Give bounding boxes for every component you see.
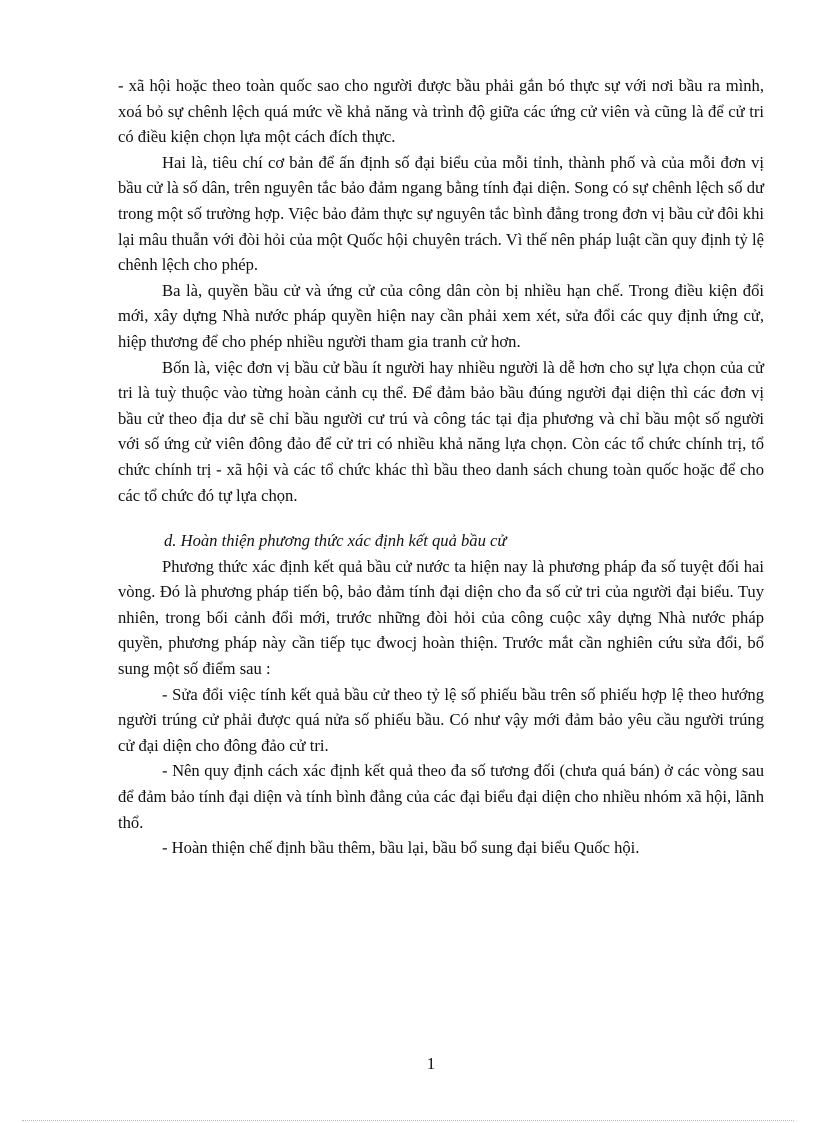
bullet-item-sua-doi: - Sửa đổi việc tính kết quả bầu cử theo tỷ lệ số phiếu bầu trên số phiếu hợp lệ theo hướng người trúng cử phải được quá nửa số phiếu bầu. Có như vậy mới đảm bảo yêu cầu người trúng cử đại diện cho đông đảo cử tri.	[118, 684, 764, 755]
section-heading: d. Hoàn thiện phương thức xác định kết quả bầu cử	[164, 531, 507, 551]
paragraph-bon-la: Bốn là, việc đơn vị bầu cử bầu ít người hay nhiều người là dễ hơn cho sự lựa chọn của cử tri là tuỳ thuộc vào từng hoàn cảnh cụ thể. Để đảm bảo bầu đúng người đại diện thì các đơn vị bầu cử theo địa dư sẽ chỉ bầu người cư trú và công tác tại địa phương và chỉ bầu một số người với số ứng cử viên đông đảo để cử tri có nhiều khả năng lựa chọn. Còn các tổ chức chính trị, tổ chức chính trị - xã hội và các tổ chức khác thì bầu theo danh sách chung toàn quốc hoặc để cho các tổ chức đó tự lựa chọn.	[118, 357, 764, 505]
bullet-item-hoan-thien: - Hoàn thiện chế định bầu thêm, bầu lại, bầu bổ sung đại biểu Quốc hội.	[162, 838, 640, 858]
bullet-item-nen-quy-dinh: - Nên quy định cách xác định kết quả theo đa số tương đối (chưa quá bán) ở các vòng sau để đảm bảo tính đại diện và tính bình đẳng của các đại biểu đại diện cho nhiều nhóm xã hội, lãnh thổ.	[118, 761, 764, 832]
paragraph-ba-la: Ba là, quyền bầu cử và ứng cử của công dân còn bị nhiều hạn chế. Trong điều kiện đổi mới, xây dựng Nhà nước pháp quyền hiện nay cần phải xem xét, sửa đổi các quy định ứng cử, hiệp thương để cho phép nhiều người tham gia tranh cử hơn.	[118, 280, 764, 351]
paragraph-continuation: - xã hội hoặc theo toàn quốc sao cho người được bầu phải gắn bó thực sự với nơi bầu ra mình, xoá bỏ sự chênh lệch quá mức về khả năng và trình độ giữa các ứng cử viên và cũng là để cử tri có điều kiện chọn lựa một cách đích thực.	[118, 76, 764, 147]
paragraph-phuong-thuc: Phương thức xác định kết quả bầu cử nước ta hiện nay là phương pháp đa số tuyệt đối hai vòng. Đó là phương pháp tiến bộ, bảo đảm tính đại diện cho đa số cử tri của người đại biểu. Tuy nhiên, trong bối cảnh đổi mới, trước những đòi hỏi của công cuộc xây dựng Nhà nước pháp quyền, phương pháp này cần tiếp tục đwocj hoàn thiện. Trước mắt cần nghiên cứu sửa đổi, bổ sung một số điểm sau :	[118, 556, 764, 679]
document-page	[118, 73, 764, 861]
paragraph-hai-la: Hai là, tiêu chí cơ bản để ấn định số đại biểu của mỗi tỉnh, thành phố và của mỗi đơn vị bầu cử là số dân, trên nguyên tắc bảo đảm ngang bằng tính đại diện. Song có sự chênh lệch số dư trong một số trường hợp. Việc bảo đảm thực sự nguyên tắc bình đẳng trong đơn vị bầu cử đôi khi lại mâu thuẫn với đòi hỏi của một Quốc hội chuyên trách. Vì thế nên pháp luật cần quy định tỷ lệ chênh lệch cho phép.	[118, 152, 764, 275]
footer-divider	[22, 1120, 794, 1121]
page-number: 1	[426, 1054, 436, 1073]
